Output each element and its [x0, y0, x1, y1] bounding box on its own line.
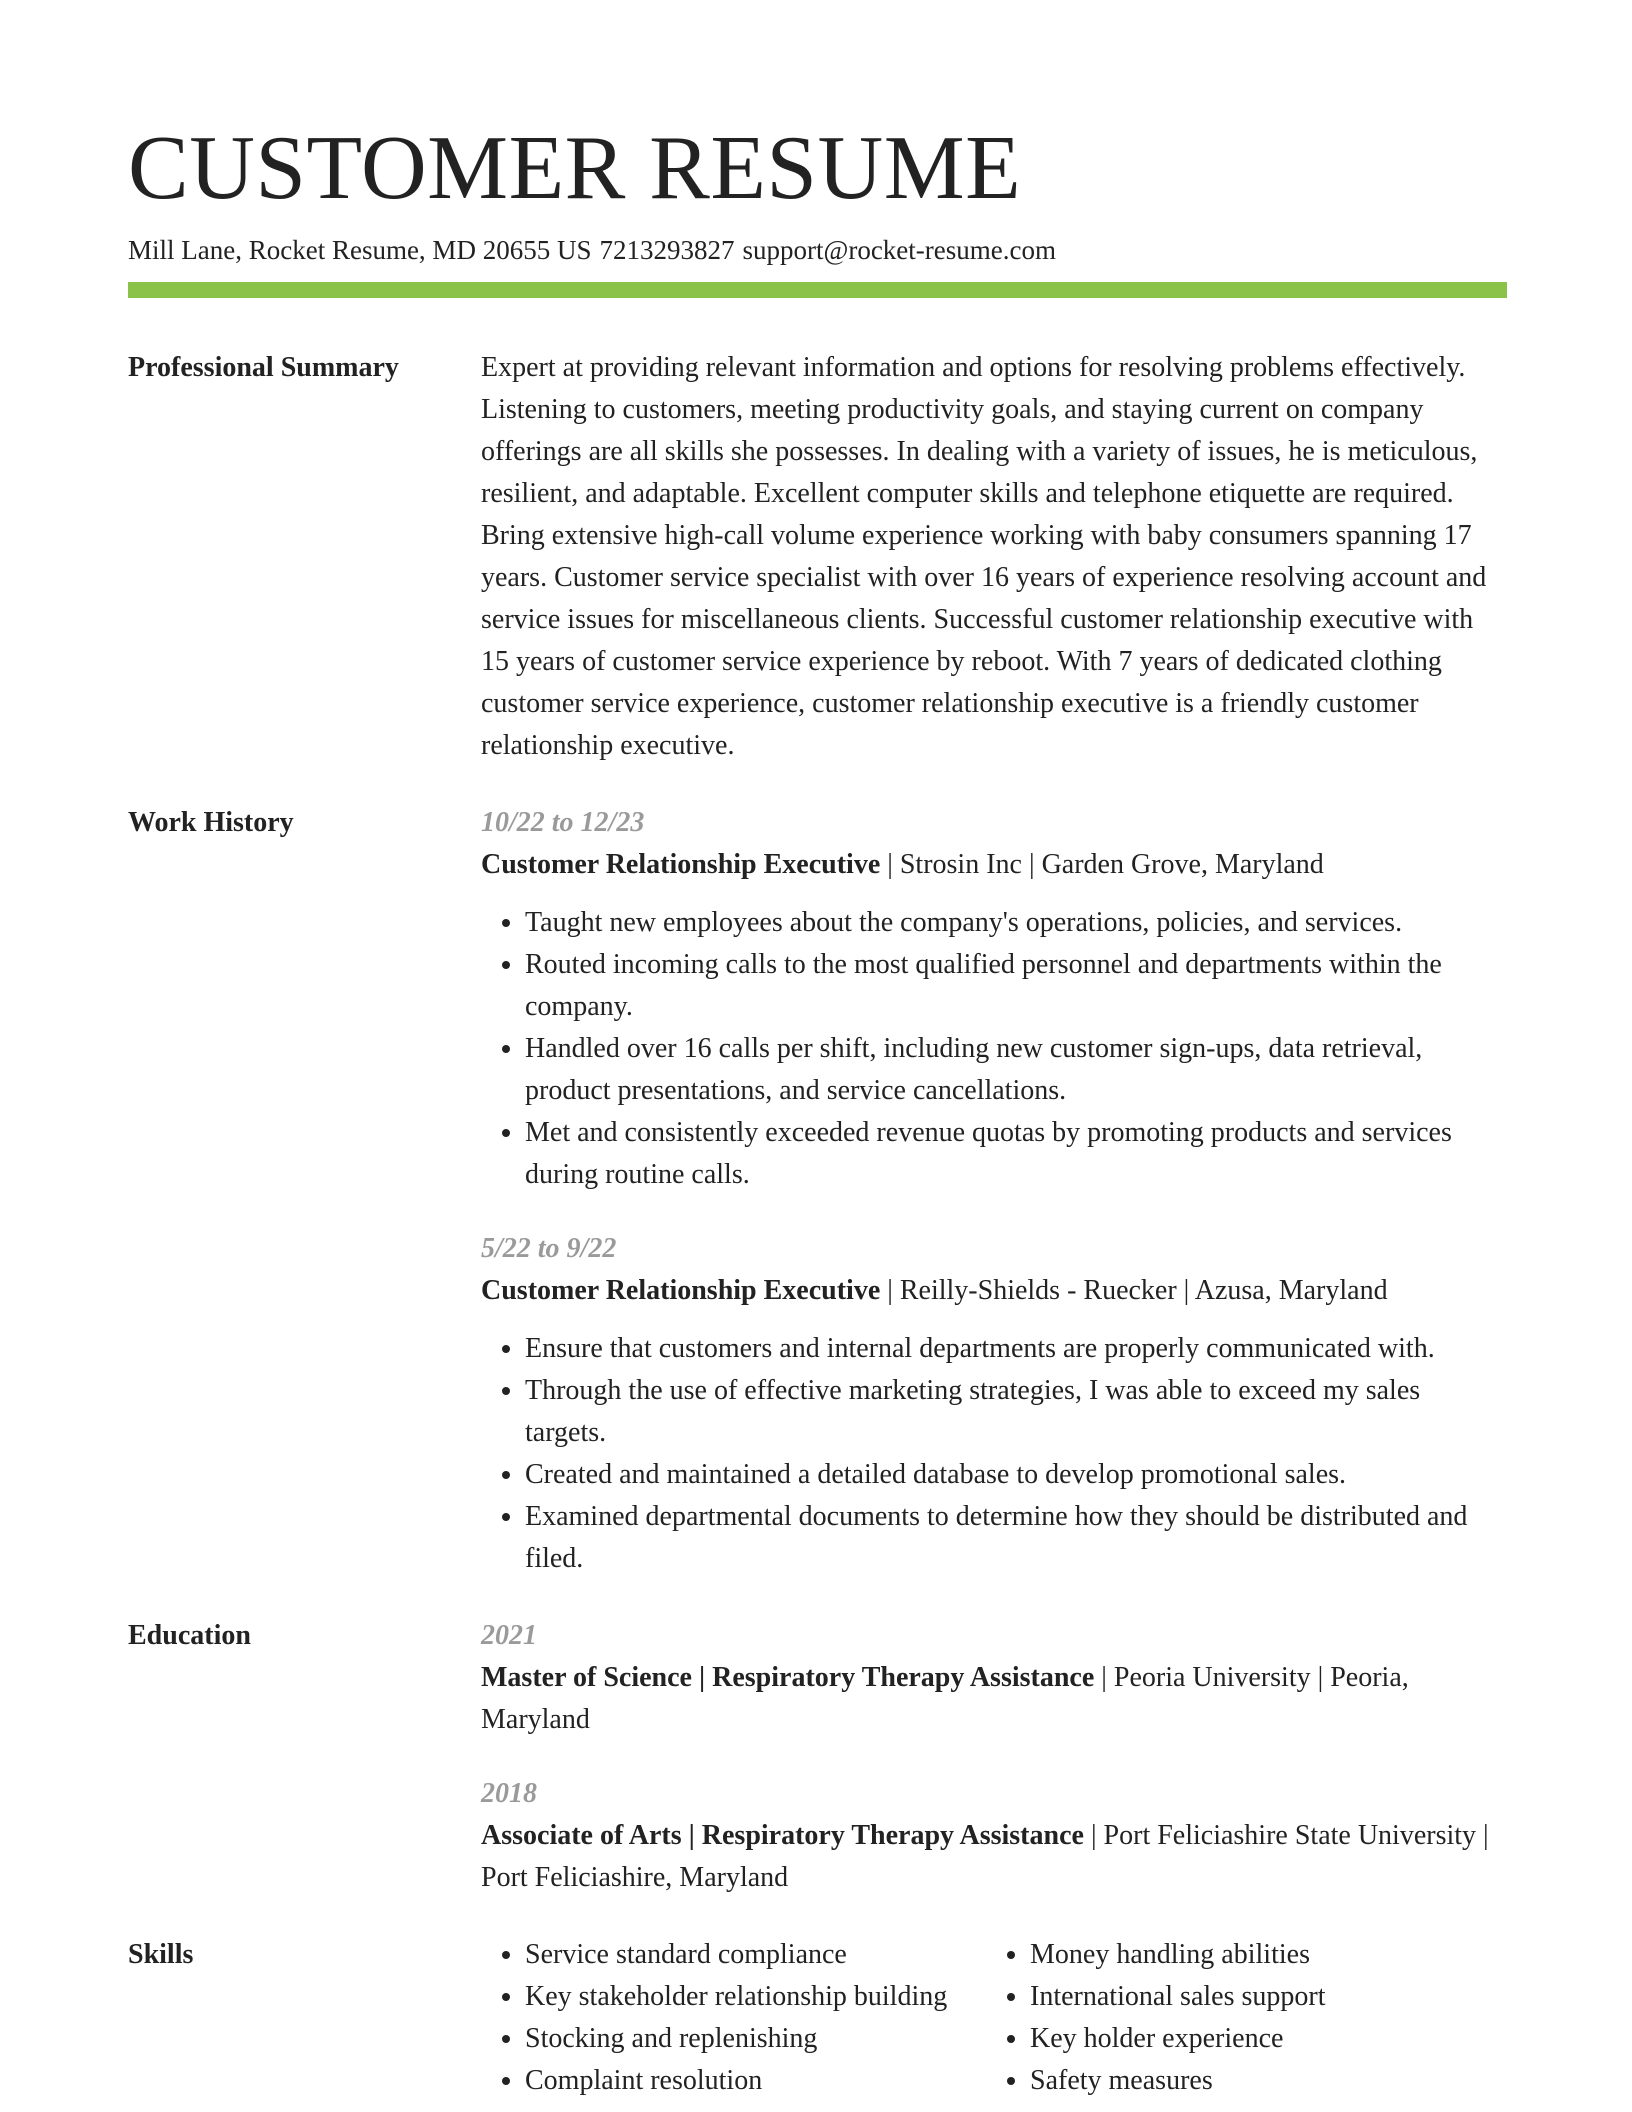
degree-line [481, 1657, 1507, 1741]
degree-line [481, 1815, 1507, 1899]
section-title-education: Education [128, 1620, 251, 1651]
skills-column-left [481, 1934, 986, 2102]
education-section [128, 1615, 1507, 1899]
job-bullet: • Created and maintained a detailed database to develop promotional sales. [525, 1454, 1507, 1496]
job-bullet: • Handled over 16 calls per shift, including new customer sign-ups, data retrieval, product presentations, and service cancellations. [525, 1028, 1507, 1112]
skill-item: • Safety measures [1030, 2060, 1507, 2102]
section-title-skills: Skills [128, 1939, 194, 1970]
skill-item: • Complaint resolution [525, 2060, 986, 2102]
job-entry [481, 802, 1507, 1196]
summary-section [128, 347, 1507, 767]
skill-item: • Key holder experience [1030, 2018, 1507, 2060]
contact-phone: 7213293827 [599, 235, 735, 265]
job-dates: 5/22 to 9/22 [481, 1233, 617, 1264]
job-role-line [481, 1270, 1507, 1312]
degree-entry [481, 1773, 1507, 1899]
job-bullet: • Met and consistently exceeded revenue quotas by promoting products and services during routine calls. [525, 1112, 1507, 1196]
skills-body [481, 1934, 1507, 2102]
degree-details: | Peoria University | Peoria, Maryland [481, 1662, 1409, 1735]
resume-name: CUSTOMER RESUME [128, 117, 1022, 218]
skill-item: • Service standard compliance [525, 1934, 986, 1976]
skill-item: • Stocking and replenishing [525, 2018, 986, 2060]
job-entry [481, 1228, 1507, 1580]
degree-year: 2021 [481, 1620, 537, 1651]
job-details: | Reilly-Shields - Ruecker | Azusa, Maryland [880, 1275, 1388, 1306]
job-title: Customer Relationship Executive [481, 1275, 881, 1306]
job-bullet: • Taught new employees about the company's operations, policies, and services. [525, 902, 1507, 944]
skills-column-right [986, 1934, 1507, 2102]
header-divider [128, 282, 1507, 298]
job-details: | Strosin Inc | Garden Grove, Maryland [880, 849, 1324, 880]
job-bullets [481, 1328, 1507, 1580]
skill-item: • Key stakeholder relationship building [525, 1976, 986, 2018]
education-body [481, 1615, 1507, 1899]
degree-title: Master of Science | Respiratory Therapy Assistance [481, 1662, 1095, 1693]
degree-year: 2018 [481, 1778, 537, 1809]
job-bullet: • Through the use of effective marketing strategies, I was able to exceed my sales targets. [525, 1370, 1507, 1454]
degree-details: | Port Feliciashire State University | Port Feliciashire, Maryland [481, 1820, 1489, 1893]
section-title-work-history: Work History [128, 807, 294, 838]
contact-address: Mill Lane, Rocket Resume, MD 20655 US [128, 235, 592, 265]
job-bullet: • Ensure that customers and internal departments are properly communicated with. [525, 1328, 1507, 1370]
skill-item: • Money handling abilities [1030, 1934, 1507, 1976]
resume-page [128, 118, 1507, 2102]
job-bullet: • Routed incoming calls to the most qualified personnel and departments within the company. [525, 944, 1507, 1028]
section-title-summary: Professional Summary [128, 352, 399, 383]
job-title: Customer Relationship Executive [481, 849, 881, 880]
contact-email: support@rocket-resume.com [742, 235, 1056, 265]
work-history-body [481, 802, 1507, 1580]
degree-title: Associate of Arts | Respiratory Therapy Assistance [481, 1820, 1084, 1851]
job-dates: 10/22 to 12/23 [481, 807, 645, 838]
summary-text: Expert at providing relevant information and options for resolving problems effectively. Listening to customers, meeting productivity goals, and staying current on company offerings are all skills she possesses. In dealing with a variety of issues, he is meticulous, resilient, and adaptable. Excellent computer skills and telephone etiquette are required. Bring extensive high-call volume experience working with baby consumers spanning 17 years. Customer service specialist with over 16 years of experience resolving account and service issues for miscellaneous clients. Successful customer relationship executive with 15 years of customer service experience by reboot. With 7 years of dedicated clothing customer service experience, customer relationship executive is a friendly customer relationship executive. [481, 352, 1487, 761]
work-history-section [128, 802, 1507, 1580]
job-bullet: • Examined departmental documents to determine how they should be distributed and filed. [525, 1496, 1507, 1580]
job-role-line [481, 844, 1507, 886]
contact-line [128, 232, 1507, 268]
job-bullets [481, 902, 1507, 1196]
degree-entry [481, 1615, 1507, 1741]
skill-item: • International sales support [1030, 1976, 1507, 2018]
skills-grid [481, 1934, 1507, 2102]
skills-section [128, 1934, 1507, 2102]
